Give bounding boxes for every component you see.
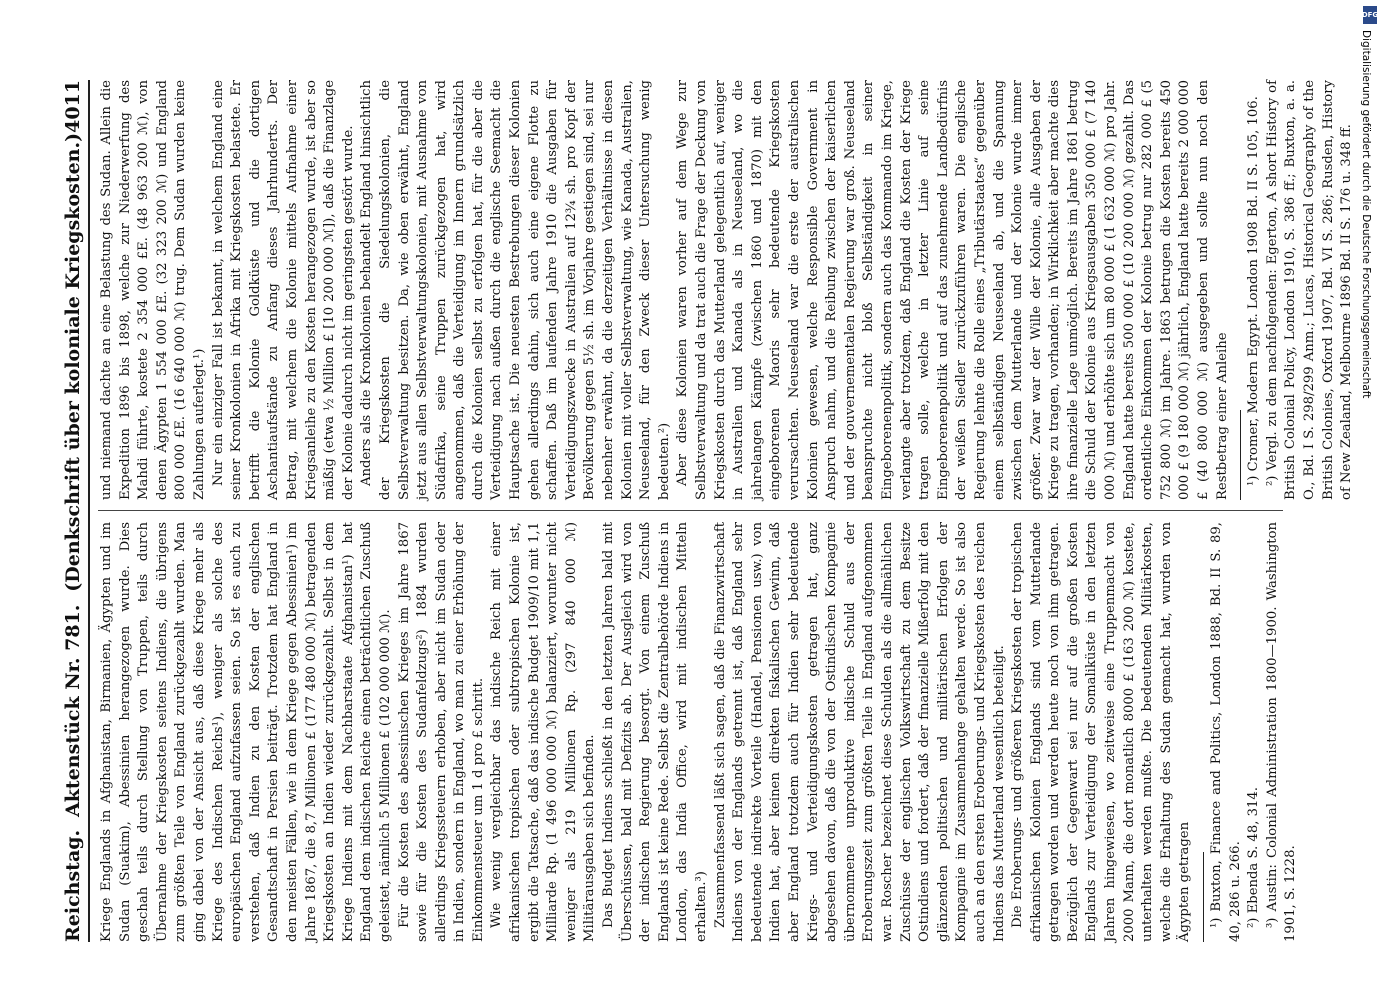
page-number: 4011 (62, 80, 84, 133)
paragraph: Kriege Englands in Afghanistan, Birmanien, Ägypten und im Sudan (Suakim), Abessinien herangezogen wurde. Dies geschah teils durch Stellung von Truppen, teils durch Übernahme der Kriegskosten seitens Indiens, die übrigens zum größten Teile von England zurückgezahlt wurden. Man ging dabei von der Ansicht aus, daß diese Kriege mehr als Kriege des Indischen Reichs¹), weniger als solche des europäischen England aufzufassen seien. So ist es auch zu verstehen, daß Indien zu den Kosten der englischen Gesandtschaft in Persien beiträgt. Trotzdem hat England in den meisten Fällen, wie in dem Kriege gegen Abessinien¹) im Jahre 1867, die 8,7 Millionen £ (177 480 000 ℳ) betragenden Kriegskosten an Indien wieder zurückgezahlt. Selbst in dem Kriege Indiens mit dem Nachbarstaate Afghanistan¹) hat England dem indischen Reiche einen beträchtlichen Zuschuß geleistet, nämlich 5 Millionen £ (102 000 000 ℳ). (99, 522, 393, 942)
dfg-logo: DFG (1363, 6, 1377, 24)
paragraph: Anders als die Kronkolonien behandelt England hinsichtlich der Kriegskosten die Siedelungskolonien, die Selbstverwaltung besitzen. Da, wie oben erwähnt, England jetzt aus allen Selbstverwaltungskolonien, mit Ausnahme von Südafrika, seine Truppen zurückgezogen hat, wird angenommen, daß die Verteidigung im Innern grundsätzlich durch die Kolonien selbst zu erfolgen hat, für die aber die Verteidigung nach außen durch die englische Seemacht die Hauptsache ist. Die neuesten Bestrebungen dieser Kolonien gehen allerdings dahin, sich auch eine eigene Flotte zu schaffen. Daß im laufenden Jahre 1910 die Ausgaben für Verteidigungszwecke in Australien auf 12¾ sh. pro Kopf der Bevölkerung gegen 5½ sh. im Vorjahre gestiegen sind, sei nur nebenher erwähnt, da die derzeitigen Verhältnisse in diesen Kolonien mit voller Selbstverwaltung, wie Kanada, Australien, Neuseeland, für den Zweck dieser Untersuchung wenig bedeuten.²) (359, 80, 672, 500)
paragraph: Für die Kosten des abessinischen Krieges im Jahre 1867 sowie für die Kosten des Sudanfeldzugs²) 1884 wurden allerdings Kriegssteuern erhoben, aber nicht im Sudan oder in Indien, sondern in England, wo man zu einer Erhöhung der Einkommensteuer um 1 d pro £ schritt. (396, 522, 486, 942)
two-column-body (98, 80, 1355, 942)
page-header (62, 80, 90, 942)
paragraph: Das Budget Indiens schließt in den letzten Jahren bald mit Überschüssen, bald mit Defizits ab. Der Ausgleich wird von der indischen Regierung besorgt. Von einem Zuschuß Englands ist keine Rede. Selbst die Zentralbehörde Indiens in London, das India Office, wird mit indischen Mitteln erhalten.³) (601, 522, 709, 942)
paragraph: Zusammenfassend läßt sich sagen, daß die Finanzwirtschaft Indiens von der Englands getrennt ist, daß England sehr bedeutende indirekte Vorteile (Handel, Pensionen usw.) von Indien hat, aber keinen direkten fiskalischen Gewinn, daß aber England trotzdem auch für Indien sehr bedeutende Kriegs- und Verteidigungskosten getragen hat, ganz abgesehen davon, daß die von der Ostindischen Kompagnie übernommene unproduktive indische Schuld aus der Eroberungszeit zum größten Teile in England aufgenommen war. Roscher bezeichnet diese Schulden als die allmählichen Zuschüsse der englischen Volkswirtschaft zu dem Besitze Ostindiens und fordert, daß der finanzielle Mißerfolg mit den glänzenden politischen und militärischen Erfolgen der Kompagnie im Zusammenhange gehalten werde. So ist also auch an den ersten Eroberungs- und Kriegskosten des reichen Indiens das Mutterland wesentlich beteiligt. (712, 522, 1007, 942)
paragraph: Die Eroberungs- und größeren Kriegskosten der tropischen afrikanischen Kolonien Englands sind vom Mutterlande getragen worden und werden heute noch von ihm getragen. Bezüglich der Gegenwart sei nur auf die großen Kosten Englands zur Verteidigung der Somaliküste in den letzten Jahren hingewiesen, wo zeitweise eine Truppenmacht von 2000 Mann, die dort monatlich 8000 £ (163 200 ℳ) kostete, unterhalten werden mußte. Die bedeutenden Militärkosten, welche die Erhaltung des Sudan gemacht hat, wurden von Ägypten getragen (1010, 522, 1193, 942)
footnote: ²) Ebenda S. 48, 314. (1246, 787, 1262, 928)
header-left: Reichstag. (62, 829, 84, 942)
paragraph: Nur ein einziger Fall ist bekannt, in welchem England eine seiner Kronkolonien in Afrika mit Kriegskosten belastete. Er betrifft die Kolonie Goldküste und die dortigen Aschantiaufstände zu Anfang dieses Jahrhunderts. Der Betrag, mit welchem die Kolonie mittels Aufnahme einer Kriegsanleihe zu den Kosten herangezogen wurde, ist aber so mäßig (etwa ½ Million £ [10 200 000 ℳ]), daß die Finanzlage der Kolonie dadurch nicht im geringsten gestört wurde. (210, 80, 356, 500)
paragraph: Wie wenig vergleichbar das indische Reich mit einer afrikanischen tropischen oder subtropischen Kolonie ist, ergibt die Tatsache, daß das indische Budget 1909/10 mit 1,1 Milliarde Rp. (1 496 000 000 ℳ) balanziert, worunter nicht weniger als 219 Millionen Rp. (297 840 000 ℳ) Militärausgaben sich befinden. (489, 522, 598, 942)
footnote-divider (1203, 852, 1204, 942)
footnote: ¹) Cromer, Modern Egypt. London 1908 Bd. II S. 105, 106. (1246, 96, 1262, 486)
footnote: ³) Austin: Colonial Administration 1800—1900. Washington 1901, S. 1228. (1264, 522, 1299, 942)
paragraph: und niemand dachte an eine Belastung des Sudan. Allein die Expedition 1896 bis 1898, welche zur Niederwerfung des Mahdi führte, kostete 2 354 000 £E. (48 963 200 ℳ), von denen Ägypten 1 554 000 £E. (32 323 200 ℳ) und England 800 000 £E. (16 640 000 ℳ) trug. Dem Sudan wurden keine Zahlungen auferlegt.¹) (99, 80, 207, 500)
digitization-credit (1361, 30, 1383, 990)
right-column (98, 80, 1357, 500)
header-middle: Aktenstück Nr. 781. (62, 604, 84, 817)
header-right-title: (Denkschrift über koloniale Kriegskosten.) (62, 132, 84, 592)
left-column (98, 522, 1357, 942)
footnote-divider (1240, 410, 1241, 500)
credit-text: Digitalisierung gefördert durch die Deutsche Forschungsgemeinschaft (1360, 30, 1372, 399)
paragraph: Aber diese Kolonien waren vorher auf dem Wege zur Selbstverwaltung und da trat auch die Frage der Deckung von Kriegskosten durch das Mutterland gelegentlich auf, weniger in Australien und Kanada als in Neuseeland, wo die jahrelangen Kämpfe (zwischen 1860 und 1870) mit den eingeborenen Maoris sehr bedeutende Kriegskosten verursachten. Neuseeland war die erste der australischen Kolonien gewesen, welche Responsible Government in Anspruch nahm, und die Reibung zwischen der kaiserlichen und der gouvernementalen Regierung war groß. Neuseeland beanspruchte nicht bloß Selbständigkeit in seiner Eingeborenenpolitik, sondern auch das Kommando im Kriege, verlangte aber trotzdem, daß England die Kosten der Kriege tragen solle, welche in letzter Linie auf seine Eingeborenenpolitik und auf das zunehmende Landbedürfnis der weißen Siedler zurückzuführen waren. Die englische Regierung lehnte die Rolle eines „Tributärstaates“ gegenüber einem selbständigen Neuseeland ab, und die Spannung zwischen dem Mutterlande und der Kolonie wurde immer größer. Zwar war der Wille der Kolonie, alle Ausgaben der Kriege zu tragen, vorhanden; in Wirklichkeit aber machte dies ihre finanzielle Lage unmöglich. Bereits im Jahre 1861 betrug die Schuld der Kolonie aus Kriegsausgaben 350 000 £ (7 140 000 ℳ) und erhöhte sich um 80 000 £ (1 632 000 ℳ) pro Jahr. England hatte bereits 500 000 £ (10 200 000 ℳ) gezahlt. Das ordentliche Einkommen der Kolonie betrug nur 282 000 £ (5 752 800 ℳ) im Jahre. 1863 betrugen die Kosten bereits 450 000 £ (9 180 000 ℳ) jährlich, England hatte bereits 2 000 000 £ (40 800 000 ℳ) ausgegeben und sollte nun noch den Restbetrag einer Anleihe (675, 80, 1230, 500)
footnote: ²) Vergl. zu dem nachfolgenden: Egerton, A short History of British Colonial Policy, London 1910, S. 386 ff.; Buxton, a. a. O., Bd. I S. 298/299 Anm.; Lucas, Historical Geography of the British Colonies, Oxford 1907, Bd. VI S. 286; Rusden, History of New Zealand, Melbourne 1896 Bd. II S. 176 u. 348 ff. (1264, 80, 1355, 500)
footnote: ¹) Buxton, Finance and Politics, London 1888, Bd. II S. 89, 40, 286 u. 266. (1209, 522, 1243, 942)
